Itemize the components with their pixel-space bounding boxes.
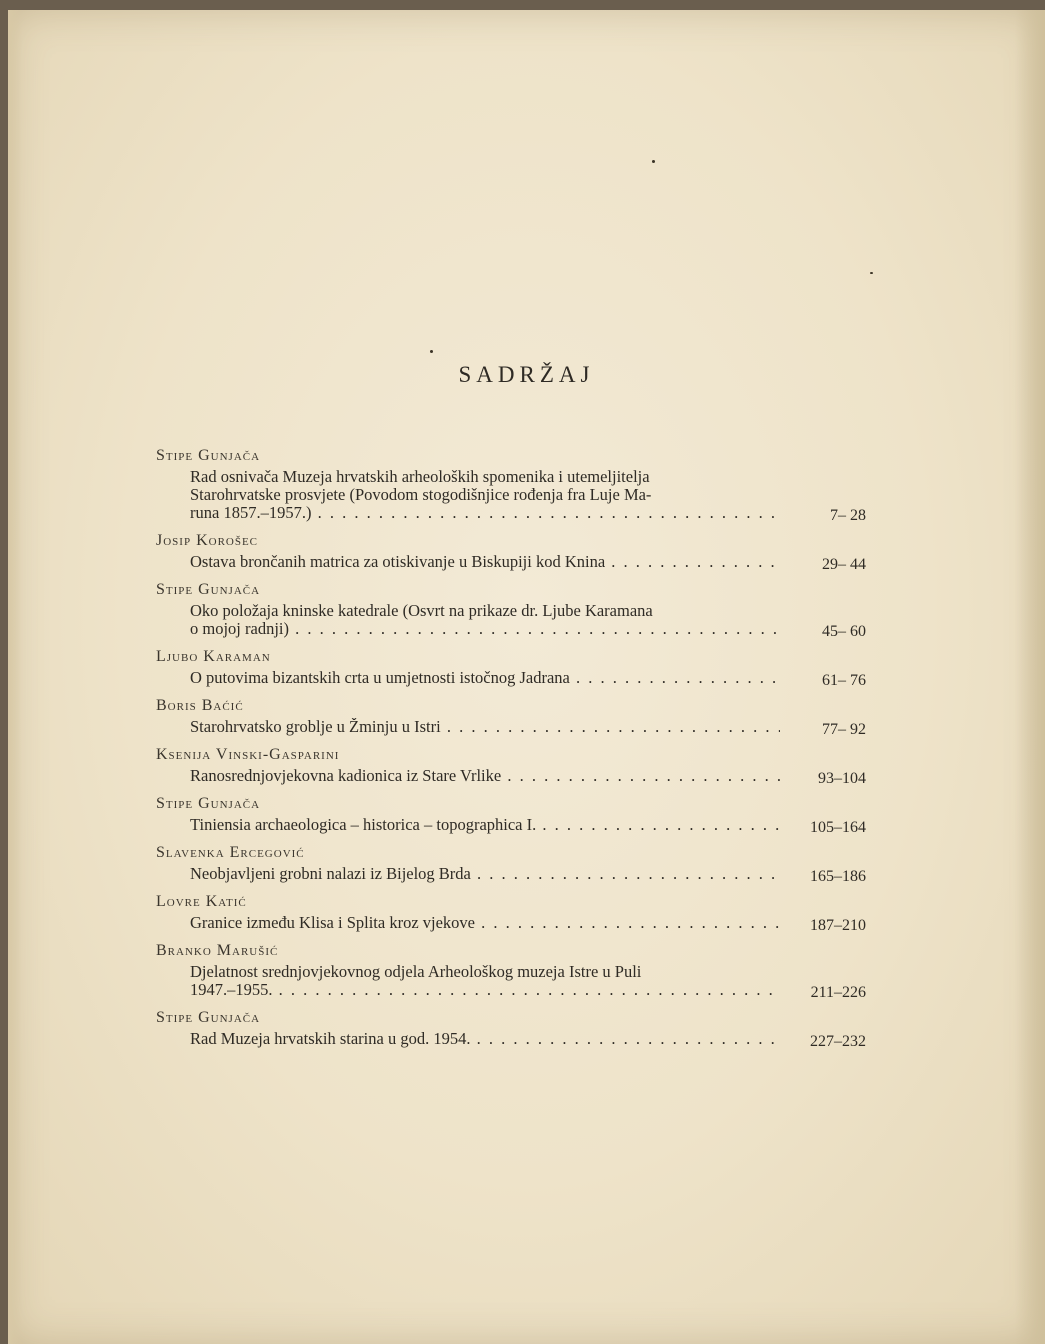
toc-title (190, 914, 780, 932)
toc-author: Stipe Gunjača (156, 447, 261, 464)
toc-pages: 45– 60 (822, 623, 866, 640)
toc-pages: 29– 44 (822, 556, 866, 573)
toc-pages: 77– 92 (822, 721, 866, 738)
table-of-contents (156, 446, 866, 1057)
toc-title (190, 553, 780, 571)
toc-title (190, 963, 780, 999)
toc-author: Branko Marušić (156, 942, 279, 959)
toc-title (190, 468, 780, 522)
toc-item (156, 816, 866, 834)
toc-author: Boris Baćić (156, 697, 244, 714)
toc-item (156, 865, 866, 883)
toc-author: Stipe Gunjača (156, 581, 261, 598)
toc-item (156, 669, 866, 687)
toc-author: Stipe Gunjača (156, 795, 261, 812)
toc-author: Stipe Gunjača (156, 1009, 261, 1026)
toc-item (156, 553, 866, 571)
toc-entry (156, 892, 866, 932)
toc-item (156, 718, 866, 736)
page-title: SADRŽAJ (458, 362, 595, 387)
toc-title (190, 767, 780, 785)
paper-speck (430, 350, 433, 353)
toc-item (156, 767, 866, 785)
toc-author: Lovre Katić (156, 893, 247, 910)
toc-author: Ljubo Karaman (156, 648, 271, 665)
toc-title-line: Ostava brončanih matrica za otiskivanje u Biskupiji kod Knina . . . (190, 553, 780, 571)
toc-entry (156, 941, 866, 999)
toc-entry (156, 794, 866, 834)
toc-entry (156, 745, 866, 785)
toc-title-line: Granice između Klisa i Splita kroz vjekove . . . (190, 914, 780, 932)
toc-item (156, 963, 866, 999)
toc-title-line: Starohrvatske prosvjete (Povodom stogodišnjice rođenja fra Luje Ma- (190, 485, 652, 504)
toc-pages: 105–164 (810, 819, 866, 836)
toc-title (190, 1030, 780, 1048)
toc-item (156, 468, 866, 522)
toc-title-line: o mojoj radnji) . . . (190, 620, 780, 638)
toc-title-line: Djelatnost srednjovjekovnog odjela Arheološkog muzeja Istre u Puli (190, 963, 642, 981)
toc-author: Ksenija Vinski-Gasparini (156, 746, 340, 763)
toc-author: Slavenka Ercegović (156, 844, 305, 861)
page-edge-left (8, 10, 22, 1344)
toc-title-line: 1947.–1955. . . . (190, 981, 780, 999)
toc-title (190, 816, 780, 834)
paper-speck (652, 160, 655, 163)
toc-pages: 7– 28 (830, 507, 866, 524)
toc-title-line: O putovima bizantskih crta u umjetnosti istočnog Jadrana . . . (190, 669, 780, 687)
document-page (8, 10, 1045, 1344)
toc-item (156, 1030, 866, 1048)
toc-title (190, 669, 780, 687)
toc-title (190, 602, 780, 638)
toc-title-line: Starohrvatsko groblje u Žminju u Istri . . . (190, 718, 780, 736)
toc-author: Josip Korošec (156, 532, 259, 549)
toc-entry (156, 531, 866, 571)
toc-item (156, 602, 866, 638)
toc-title-line: Oko položaja kninske katedrale (Osvrt na prikaze dr. Ljube Karamana (190, 602, 653, 620)
toc-entry (156, 647, 866, 687)
toc-pages: 165–186 (810, 868, 866, 885)
toc-entry (156, 446, 866, 522)
toc-title-line: Rad Muzeja hrvatskih starina u god. 1954. . . . (190, 1030, 780, 1048)
toc-title-line: Ranosrednjovjekovna kadionica iz Stare Vrlike . . . (190, 767, 780, 785)
toc-title (190, 718, 780, 736)
toc-title-line: Neobjavljeni grobni nalazi iz Bijelog Brda . . . (190, 865, 780, 883)
toc-title-line: Rad osnivača Muzeja hrvatskih arheoloških spomenika i utemeljitelja (190, 468, 650, 486)
toc-entry (156, 696, 866, 736)
paper-speck (870, 272, 873, 274)
toc-title (190, 865, 780, 883)
toc-entry (156, 580, 866, 638)
toc-title-line: runa 1857.–1957.) . . . (190, 504, 780, 522)
toc-pages: 93–104 (818, 770, 866, 787)
page-edge-right (1015, 10, 1045, 1344)
toc-pages: 187–210 (810, 917, 866, 934)
toc-title-line: Tiniensia archaeologica – historica – topographica I. . . . (190, 816, 780, 834)
toc-entry (156, 843, 866, 883)
toc-item (156, 914, 866, 932)
toc-pages: 211–226 (810, 984, 866, 1001)
toc-pages: 227–232 (810, 1033, 866, 1050)
toc-pages: 61– 76 (822, 672, 866, 689)
toc-entry (156, 1008, 866, 1048)
